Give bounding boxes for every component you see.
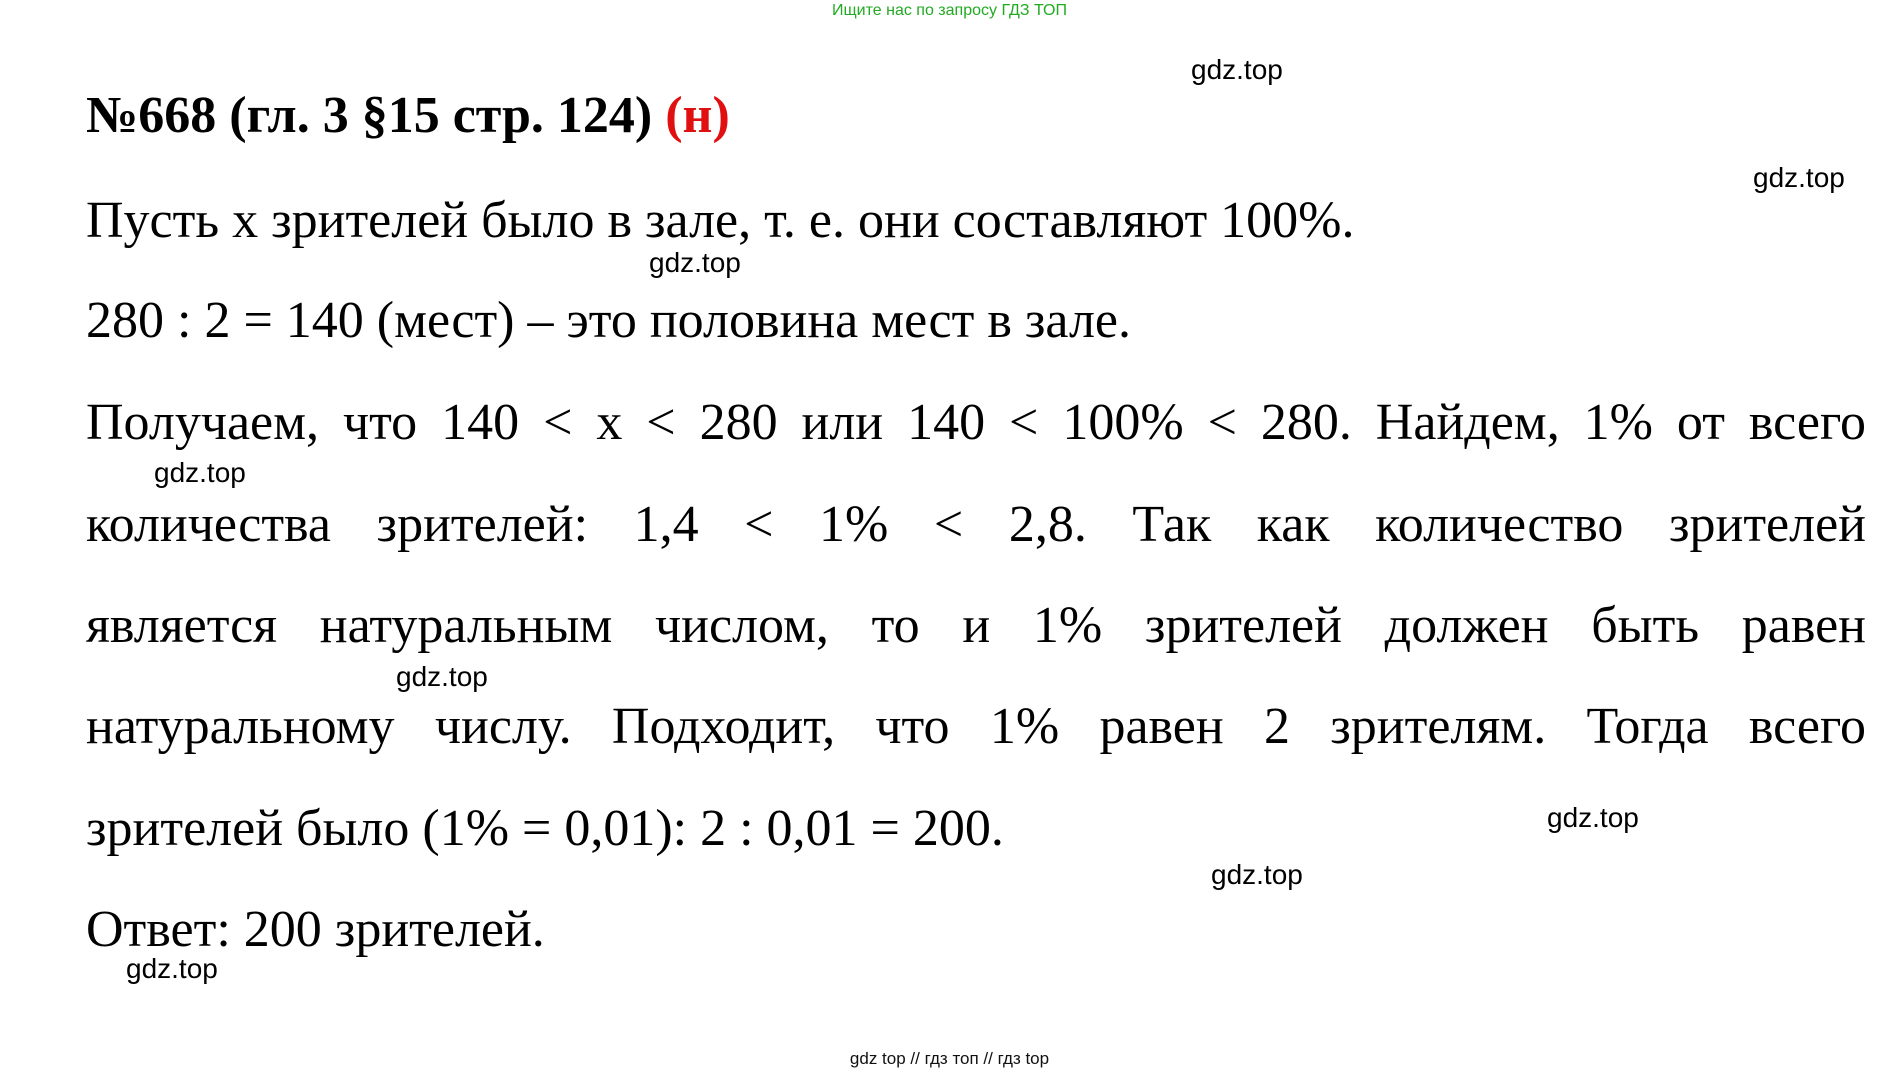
watermark: gdz.top	[126, 953, 218, 984]
solution-line-6: натуральному числу. Подходит, что 1% равен 2 зрителям. Тогда всего	[86, 698, 1866, 755]
solution-line-1: Пусть х зрителей было в зале, т. е. они составляют 100%.	[86, 192, 1355, 249]
solution-line-5: является натуральным числом, то и 1% зрителей должен быть равен	[86, 597, 1866, 654]
footer-watermark: gdz top // гдз топ // гдз top	[849, 1049, 1050, 1068]
solution-line-2: 280 : 2 = 140 (мест) – это половина мест в зале.	[86, 292, 1131, 349]
watermark: gdz.top	[1547, 802, 1639, 833]
problem-title	[86, 86, 730, 145]
answer-line: Ответ: 200 зрителей.	[86, 901, 545, 958]
watermark: gdz.top	[1211, 859, 1303, 890]
watermark: gdz.top	[649, 247, 741, 278]
search-banner: Ищите нас по запросу ГДЗ ТОП	[832, 2, 1067, 19]
watermark: gdz.top	[1191, 54, 1283, 85]
watermark: gdz.top	[154, 457, 246, 488]
problem-number: №668 (гл. 3 §15 стр. 124)	[86, 87, 653, 144]
watermark: gdz.top	[1753, 162, 1845, 193]
solution-line-4: количества зрителей: 1,4 < 1% < 2,8. Так как количество зрителей	[86, 496, 1866, 553]
solution-line-3: Получаем, что 140 < х < 280 или 140 < 100% < 280. Найдем, 1% от всего	[86, 394, 1866, 451]
watermark: gdz.top	[396, 661, 488, 692]
solution-line-7: зрителей было (1% = 0,01): 2 : 0,01 = 200.	[86, 800, 1004, 857]
problem-mark: (н)	[665, 87, 730, 144]
